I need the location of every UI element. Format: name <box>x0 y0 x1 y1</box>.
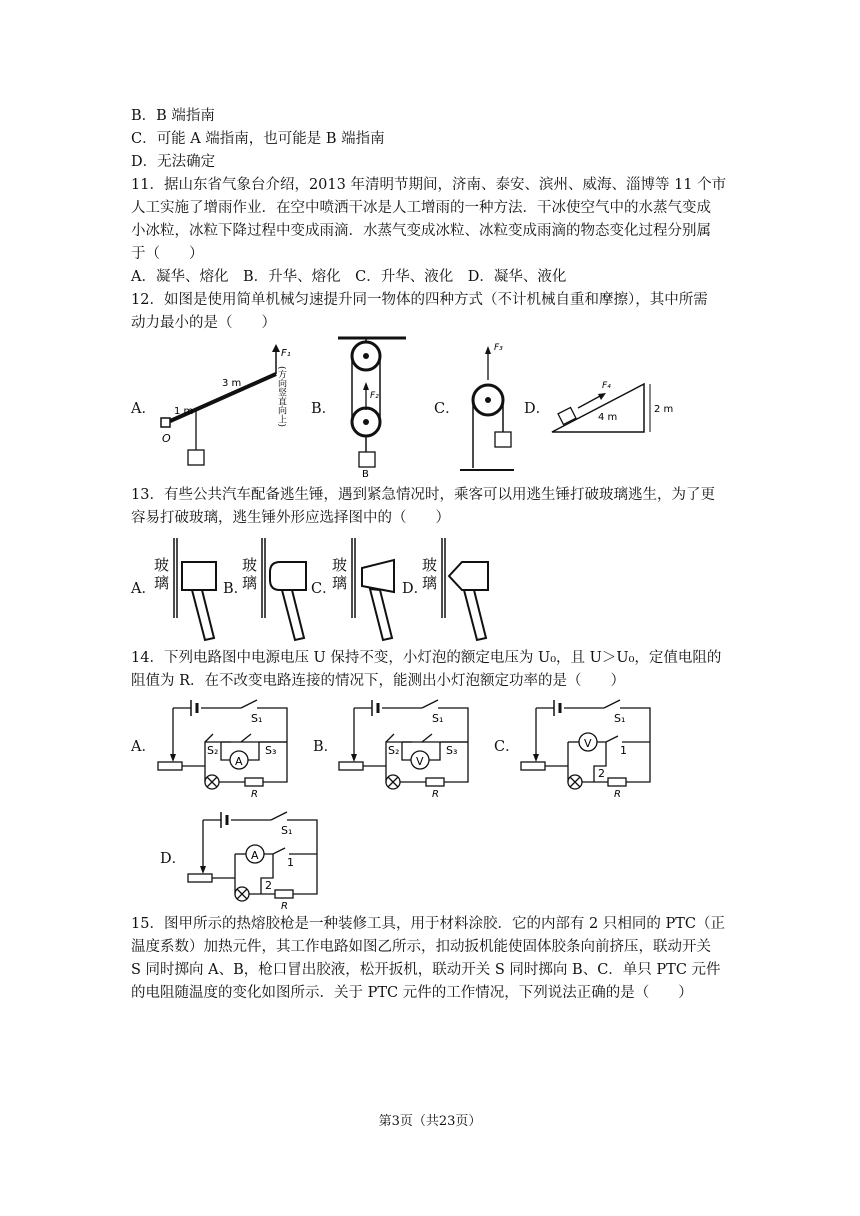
resistor-label: R <box>614 789 621 800</box>
switch-s3-label: S₃ <box>446 744 458 757</box>
q14-circuit-a <box>155 698 295 798</box>
q13-text-line2: 容易打破玻璃，逃生锤外形应选择图中的（ ） <box>131 510 450 526</box>
q13-label-a: A． <box>131 581 156 597</box>
q12-a-pivot-label: O <box>162 432 171 445</box>
switch-s2-label: S₂ <box>388 744 400 757</box>
q12-d-height-label: 2 m <box>654 404 674 415</box>
q12-b-force-label: F₂ <box>370 391 379 401</box>
q13-label-c: C． <box>311 581 337 597</box>
glass-label-2: 璃 <box>332 574 348 592</box>
q14-label-c: C． <box>494 739 520 755</box>
q13-hammer-flat <box>152 532 228 644</box>
glass-label-2: 璃 <box>154 574 170 592</box>
q15-text-line2: 温度系数）加热元件，其工作电路如图乙所示，扣动扳机能使固体胶条向前挤压，联动开关 <box>131 939 711 955</box>
q12-a-force-label: F₁ <box>281 348 291 359</box>
q12-a-short-arm-label: 1 m <box>174 406 194 417</box>
switch-s1-label: S₁ <box>251 712 263 725</box>
q12-text-line1: 12．如图是使用简单机械匀速提升同一物体的四种方式（不计机械自重和摩擦），其中所需 <box>131 292 708 308</box>
q15-text-line4: 的电阻随温度的变化如图所示．关于 PTC 元件的工作情况，下列说法正确的是（ ） <box>131 985 693 1001</box>
q14-label-b: B． <box>313 739 339 755</box>
q11-options: A．凝华、熔化 B．升华、熔化 C．升华、液化 D．凝华、液化 <box>131 269 567 285</box>
q11-text-line4: 于（ ） <box>131 246 204 262</box>
q13-text-line1: 13．有些公共汽车配备逃生锤，遇到紧急情况时，乘客可以用逃生锤打破玻璃逃生，为了更 <box>131 487 715 503</box>
q10-option-b: B．B 端指南 <box>131 108 215 124</box>
voltmeter-label: V <box>584 737 592 750</box>
switch-s3-label: S₃ <box>265 744 277 757</box>
q14-text-line1: 14．下列电路图中电源电压 U 保持不变，小灯泡的额定电压为 U₀，且 U＞U₀，定值电阻的 <box>131 650 722 666</box>
q10-option-d: D．无法确定 <box>131 154 216 170</box>
q12-label-b: B． <box>311 401 337 417</box>
q15-text-line3: S 同时掷向 A、B，枪口冒出胶液，松开扳机，联动开关 S 同时掷向 B、C．单只 PTC 元件 <box>131 962 721 978</box>
glass-label-2: 璃 <box>242 574 258 592</box>
resistor-label: R <box>432 789 439 800</box>
q12-a-direction-note: (方向竖直向上) <box>276 366 286 428</box>
q12-text-line2: 动力最小的是（ ） <box>131 315 276 331</box>
q13-label-b: B． <box>223 581 249 597</box>
glass-label-1: 玻 <box>242 556 258 574</box>
q14-circuit-c <box>518 698 658 798</box>
position-1-label: 1 <box>620 744 627 757</box>
switch-s2-label: S₂ <box>207 744 219 757</box>
q10-option-c: C．可能 A 端指南，也可能是 B 端指南 <box>131 131 385 147</box>
q12-label-a: A． <box>131 401 156 417</box>
q12-label-d: D． <box>524 401 551 417</box>
q14-label-d: D． <box>160 851 187 867</box>
q12-a-long-arm-label: 3 m <box>222 378 242 389</box>
switch-s1-label: S₁ <box>281 824 293 837</box>
q12-figure-incline <box>548 370 678 440</box>
q12-figure-lever <box>158 340 308 475</box>
position-2-label: 2 <box>265 879 272 892</box>
page-footer: 第3页（共23页） <box>378 1114 482 1129</box>
q12-c-force-label: F₃ <box>494 343 503 353</box>
resistor-label: R <box>251 789 258 800</box>
q13-hammer-tapered <box>330 532 406 644</box>
glass-label-2: 璃 <box>422 574 438 592</box>
q11-text-line2: 人工实施了增雨作业．在空中喷洒干冰是人工增雨的一种方法．干冰使空气中的水蒸气变成 <box>131 200 711 216</box>
glass-label-1: 玻 <box>332 556 348 574</box>
q12-figure-pulley-block <box>336 334 416 480</box>
q12-label-c: C． <box>434 401 460 417</box>
q14-text-line2: 阻值为 R．在不改变电路连接的情况下，能测出小灯泡额定功率的是（ ） <box>131 673 626 689</box>
glass-label-1: 玻 <box>422 556 438 574</box>
voltmeter-label: V <box>416 755 424 768</box>
q12-b-point-label: B <box>362 469 369 480</box>
ammeter-label: A <box>235 755 243 768</box>
resistor-label: R <box>281 901 288 912</box>
q13-hammer-rounded <box>240 532 316 644</box>
q13-label-d: D． <box>402 581 429 597</box>
q14-label-a: A． <box>131 739 156 755</box>
switch-s1-label: S₁ <box>614 712 626 725</box>
q15-text-line1: 15．图甲所示的热熔胶枪是一种装修工具，用于材料涂胶．它的内部有 2 只相同的 PTC（正 <box>131 916 726 932</box>
q14-circuit-b <box>336 698 476 798</box>
q12-figure-fixed-pulley <box>456 340 526 480</box>
q13-hammer-pointed <box>420 532 496 644</box>
switch-s1-label: S₁ <box>432 712 444 725</box>
position-2-label: 2 <box>598 767 605 780</box>
glass-label-1: 玻 <box>154 556 170 574</box>
q14-circuit-d <box>185 810 325 910</box>
q11-text-line1: 11．据山东省气象台介绍，2013 年清明节期间，济南、泰安、滨州、威海、淄博等 11 个市 <box>131 177 727 193</box>
ammeter-label: A <box>251 849 259 862</box>
q11-text-line3: 小冰粒，冰粒下降过程中变成雨滴．水蒸气变成冰粒、冰粒变成雨滴的物态变化过程分别属 <box>131 223 711 239</box>
position-1-label: 1 <box>287 856 294 869</box>
q12-d-slope-label: 4 m <box>598 412 618 423</box>
q12-d-force-label: F₄ <box>602 381 611 391</box>
